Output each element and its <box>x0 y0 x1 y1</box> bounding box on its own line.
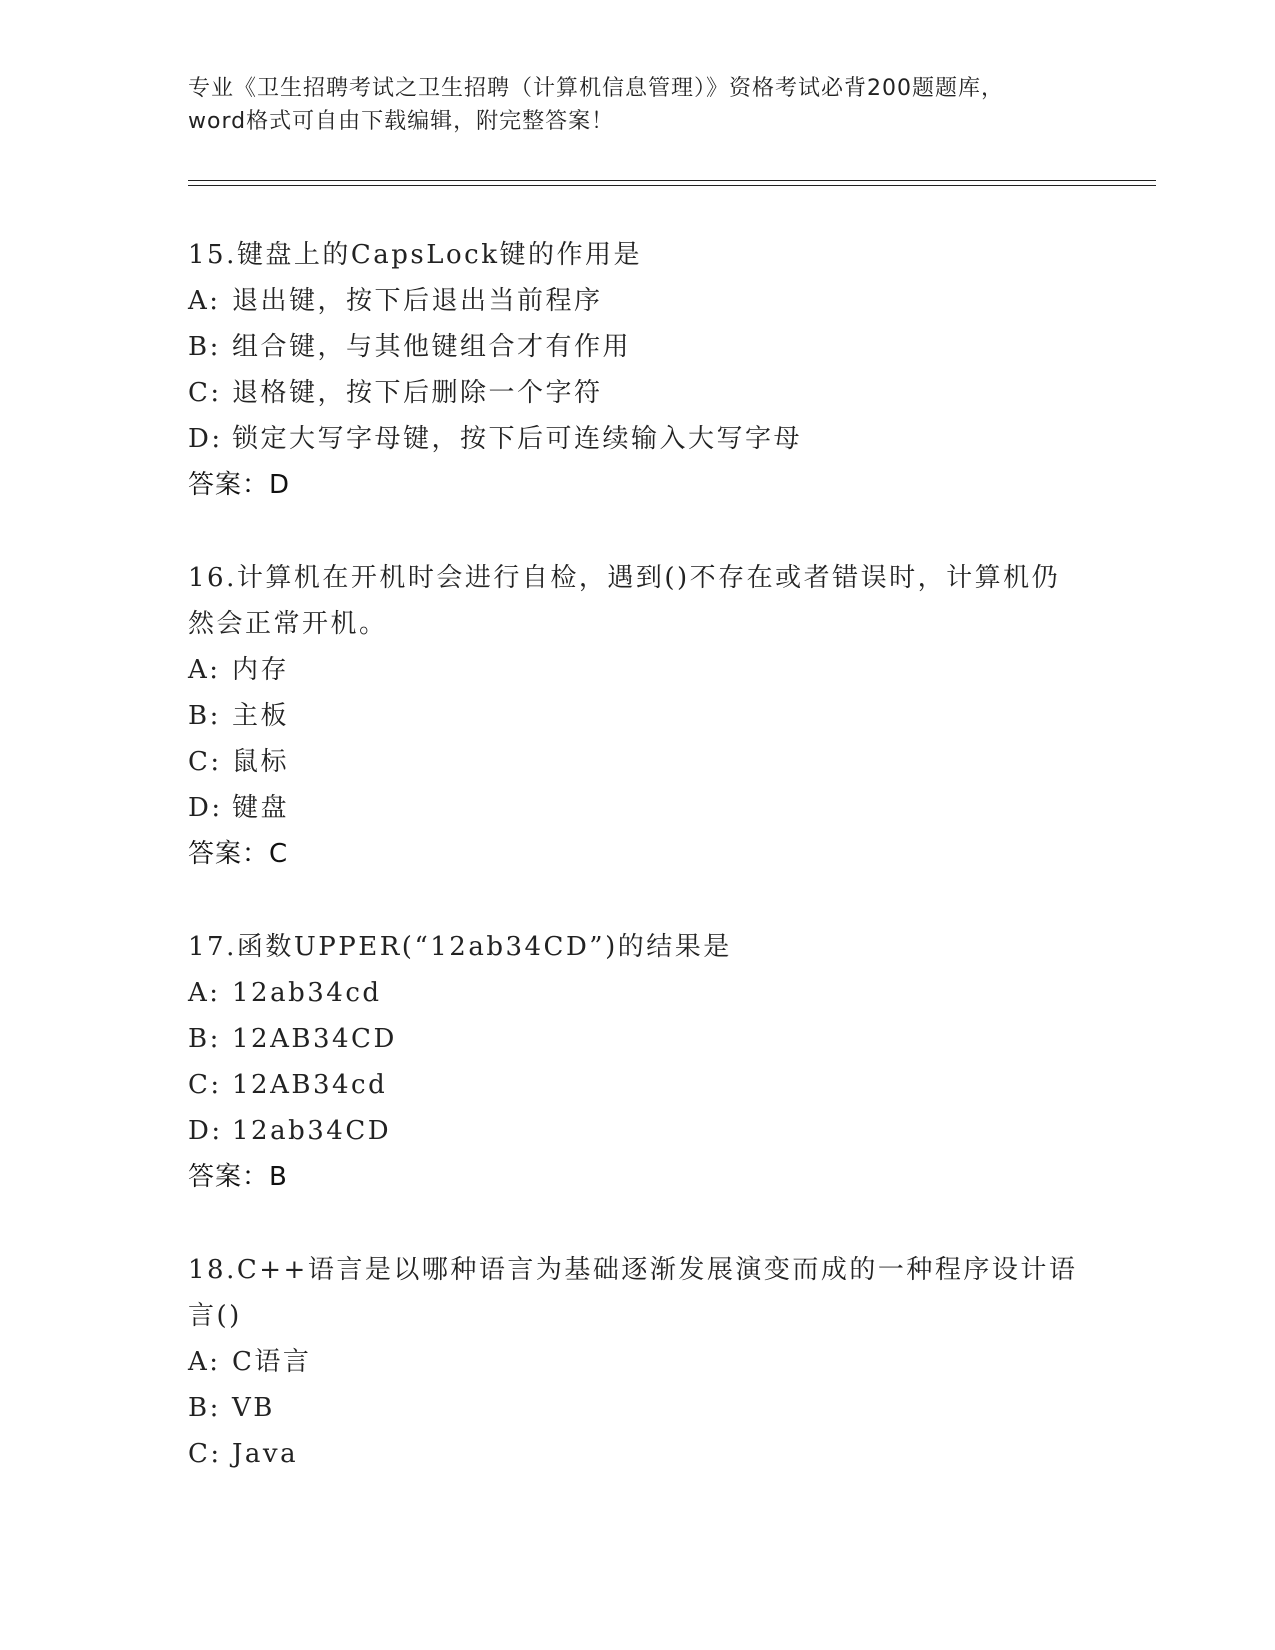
question-stem: 然会正常开机。 <box>188 609 388 639</box>
option-row <box>188 1062 1088 1108</box>
answer-line: 答案：B <box>188 1162 288 1192</box>
question-stem: 18.C++语言是以哪种语言为基础逐渐发展演变而成的一种程序设计语 <box>188 1255 1078 1285</box>
option-text: 锁定大写字母键，按下后可连续输入大写字母 <box>232 424 803 454</box>
option-label: D: <box>188 793 223 823</box>
header-divider-bottom <box>188 185 1156 186</box>
question-list <box>188 232 1088 1477</box>
header-line-2: word格式可自由下载编辑，附完整答案！ <box>188 109 615 134</box>
question-stem: 言() <box>188 1301 242 1331</box>
answer-line: 答案：C <box>188 839 289 869</box>
option-row <box>188 647 1088 693</box>
option-row <box>188 324 1088 370</box>
question-block <box>188 1247 1088 1477</box>
option-row <box>188 970 1088 1016</box>
question-block <box>188 555 1088 877</box>
answer-line: 答案：D <box>188 470 291 500</box>
option-text: 组合键，与其他键组合才有作用 <box>232 332 632 362</box>
option-text: VB <box>232 1393 275 1423</box>
option-label: C: <box>188 1439 222 1469</box>
option-text: 键盘 <box>232 793 290 823</box>
option-row <box>188 370 1088 416</box>
option-text: 12ab34cd <box>232 978 382 1008</box>
option-label: C: <box>188 747 222 777</box>
option-text: 内存 <box>232 655 290 685</box>
option-row <box>188 278 1088 324</box>
document-header <box>188 72 1088 138</box>
option-row <box>188 693 1088 739</box>
option-row <box>188 1385 1088 1431</box>
option-text: C语言 <box>232 1347 312 1377</box>
question-block <box>188 232 1088 508</box>
option-row <box>188 416 1088 462</box>
option-label: B: <box>188 1024 221 1054</box>
option-row <box>188 1016 1088 1062</box>
header-divider-top <box>188 180 1156 181</box>
question-block <box>188 924 1088 1200</box>
option-text: Java <box>232 1439 299 1469</box>
option-row <box>188 1431 1088 1477</box>
option-text: 12AB34CD <box>232 1024 397 1054</box>
option-label: A: <box>188 978 221 1008</box>
option-text: 主板 <box>232 701 290 731</box>
option-label: C: <box>188 1070 222 1100</box>
option-label: D: <box>188 1116 223 1146</box>
option-text: 鼠标 <box>232 747 290 777</box>
option-label: B: <box>188 1393 221 1423</box>
option-row <box>188 1339 1088 1385</box>
option-text: 12AB34cd <box>232 1070 388 1100</box>
option-text: 退格键，按下后删除一个字符 <box>232 378 603 408</box>
option-text: 退出键，按下后退出当前程序 <box>232 286 603 316</box>
option-text: 12ab34CD <box>232 1116 392 1146</box>
question-stem: 16.计算机在开机时会进行自检，遇到()不存在或者错误时，计算机仍 <box>188 563 1061 593</box>
option-label: D: <box>188 424 223 454</box>
question-stem: 15.键盘上的CapsLock键的作用是 <box>188 240 642 270</box>
question-stem: 17.函数UPPER(“12ab34CD”)的结果是 <box>188 932 732 962</box>
option-row <box>188 739 1088 785</box>
option-row <box>188 1108 1088 1154</box>
option-label: A: <box>188 286 221 316</box>
header-line-1: 专业《卫生招聘考试之卫生招聘（计算机信息管理）》资格考试必背200题题库， <box>188 76 1004 101</box>
option-label: A: <box>188 655 221 685</box>
option-row <box>188 785 1088 831</box>
option-label: C: <box>188 378 222 408</box>
option-label: A: <box>188 1347 221 1377</box>
option-label: B: <box>188 701 221 731</box>
option-label: B: <box>188 332 221 362</box>
